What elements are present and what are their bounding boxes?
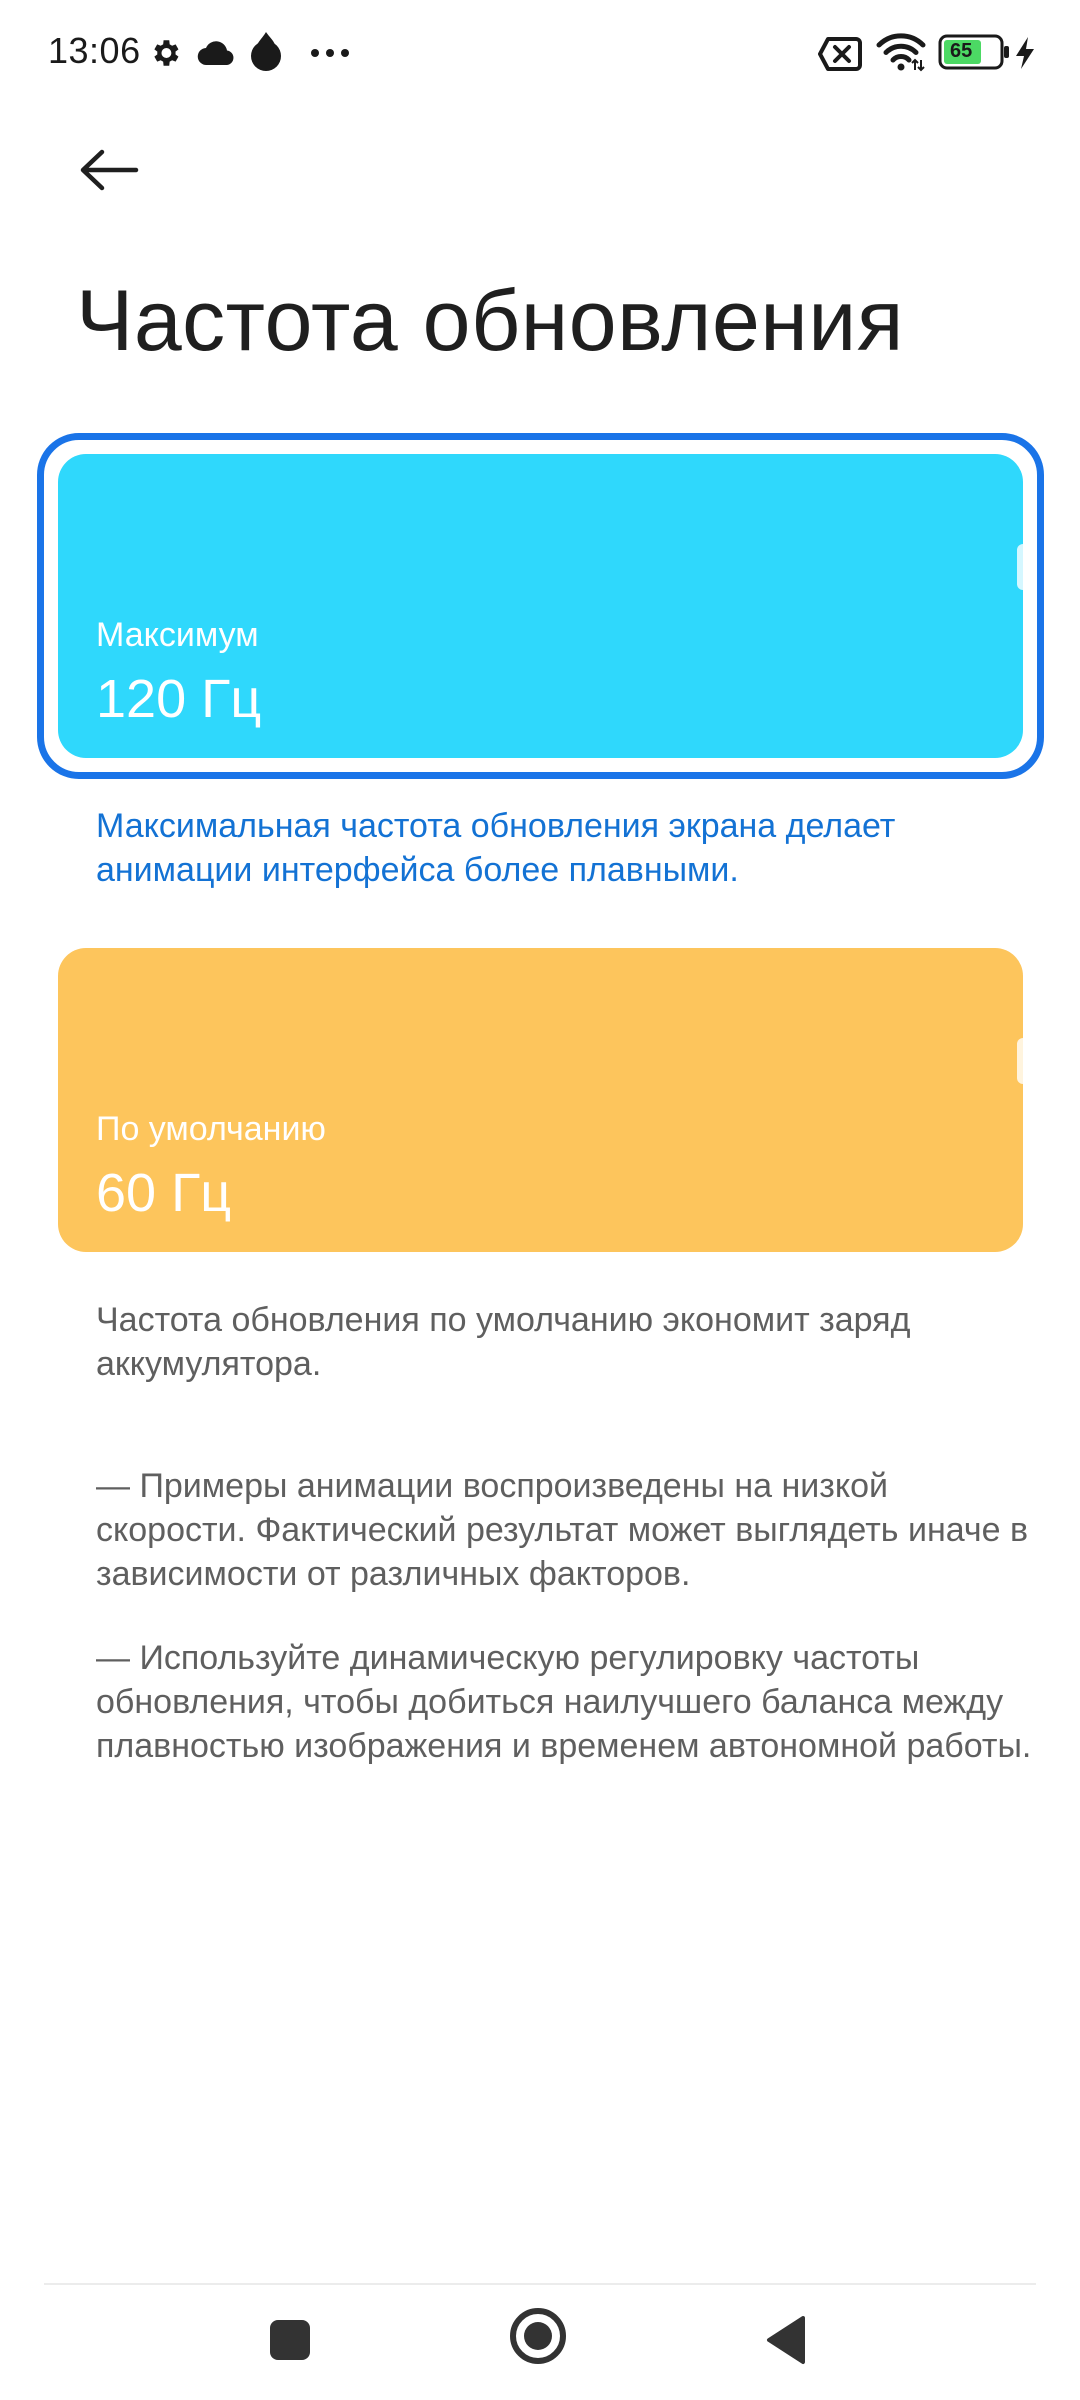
home-button[interactable]: [498, 2296, 578, 2376]
system-back-button[interactable]: [746, 2300, 826, 2380]
charging-bolt-icon: [1014, 36, 1036, 70]
option-value: 60 Гц: [96, 1163, 232, 1223]
flame-icon: [248, 30, 284, 72]
back-triangle-icon: [763, 2314, 809, 2366]
option-label: Максимум: [96, 616, 259, 654]
gear-icon: [148, 36, 182, 70]
status-bar: [0, 0, 1080, 104]
wifi-icon: [876, 32, 926, 72]
option-description-maximum: Максимальная частота обновления экрана делает анимации интерфейса более плавными.: [96, 807, 896, 889]
note-dynamic-refresh: — Используйте динамическую регулировку частоты обновления, чтобы добиться наилучшего баланса между плавностью изображения и временем автономной работы.: [96, 1639, 1032, 1765]
option-label: По умолчанию: [96, 1110, 326, 1148]
option-value: 120 Гц: [96, 669, 262, 729]
home-circle-icon: [508, 2306, 568, 2366]
status-time: 13:06: [48, 30, 141, 71]
note-animation-speed: — Примеры анимации воспроизведены на низкой скорости. Фактический результат может выглядеть иначе в зависимости от различных факторов.: [96, 1467, 1029, 1593]
recents-button[interactable]: [250, 2300, 330, 2380]
battery-level: 65: [950, 40, 973, 62]
page-title: Частота обновления: [76, 273, 904, 369]
more-dots-icon: [310, 48, 350, 58]
option-description-default: Частота обновления по умолчанию экономит заряд аккумулятора.: [96, 1301, 911, 1383]
edge-handle: [1017, 544, 1029, 590]
cloud-icon: [196, 38, 236, 68]
back-button[interactable]: [64, 130, 154, 210]
arrow-left-icon: [78, 148, 140, 192]
sim-error-icon: [818, 36, 862, 72]
option-card-maximum[interactable]: [58, 454, 1023, 758]
recents-square-icon: [268, 2318, 312, 2362]
option-card-default[interactable]: [58, 948, 1023, 1252]
nav-divider: [44, 2283, 1036, 2285]
edge-handle: [1017, 1038, 1029, 1084]
